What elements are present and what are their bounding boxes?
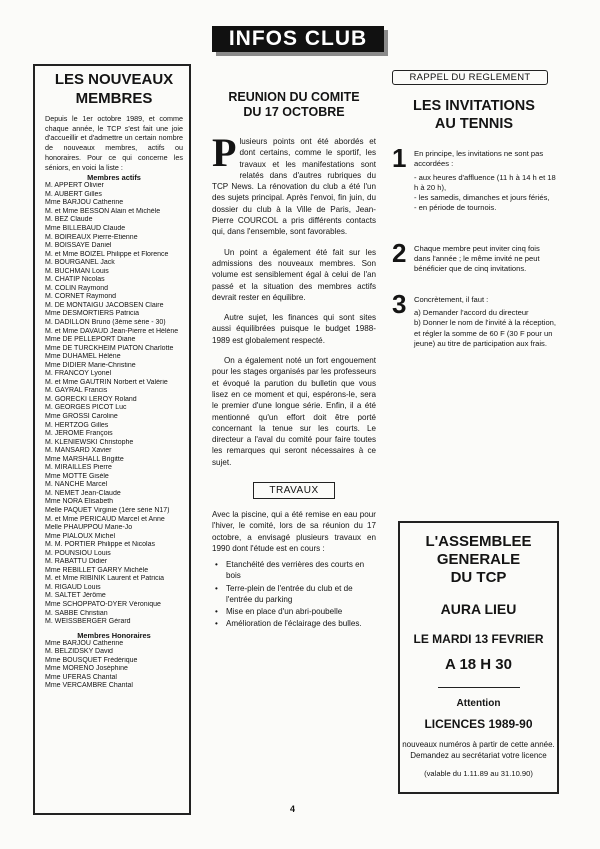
member-list-item: M. HERTZOG Gilles: [45, 421, 109, 429]
active-members-title: Membres actifs: [87, 173, 141, 183]
reunion-paragraph-2: Un point a également été fait sur les admissions des nouveaux membres. Son volume est sensiblement égal à celui de l'an passé et la situation des membres actifs devrait rester en équilibre.: [212, 247, 376, 302]
member-list-item: M. BOISSAYE Daniel: [45, 242, 112, 250]
travaux-item: • Mise en place d'un abri-poubelle: [212, 606, 376, 617]
member-list-item: Mme DE PELLEPORT Diane: [45, 336, 136, 344]
member-list-item: M. et Mme RIBINIK Laurent et Patricia: [45, 575, 165, 583]
rule-1-list: [414, 173, 556, 214]
member-list-item: M. MANSARD Xavier: [45, 447, 112, 455]
member-list-item: M. et Mme DAVAUD Jean-Pierre et Hélène: [45, 327, 179, 335]
assembly-line-1: L'ASSEMBLEE: [425, 533, 532, 550]
travaux-intro: Avec la piscine, qui a été remise en eau pour l'hiver, le comité, lors de sa réunion du 17 octobre, a envisagé plusieurs travaux en 1990 dont l'étude est en cours :: [212, 510, 376, 553]
travaux-item: • Amélioration de l'éclairage des bulles.: [212, 618, 376, 629]
member-list-item: M. JEROME François: [45, 430, 113, 438]
member-list-item: M. NANCHE Marcel: [45, 481, 108, 489]
page-title: INFOS CLUB: [212, 26, 384, 52]
honorary-list-item: Mme UFERAS Chantal: [45, 673, 117, 681]
member-list-item: M. RIGAUD Louis: [45, 583, 101, 591]
rule-1-item: - les samedis, dimanches et jours fériés,: [414, 193, 550, 203]
reglement-column: [392, 64, 556, 349]
member-list-item: M. et Mme GAUTRIN Norbert et Valérie: [45, 378, 168, 386]
member-list-item: M. CORNET Raymond: [45, 293, 117, 301]
member-list-item: Mme REBILLET GARRY Michèle: [45, 566, 149, 574]
member-list-item: Melle PAQUET Virginie (1ère série N17): [45, 507, 170, 514]
member-list-item: M. SABBE Christian: [45, 609, 108, 617]
member-list-item: Mme DUHAMEL Hélène: [45, 353, 121, 361]
reunion-paragraph-3: Autre sujet, les finances qui sont sites aussi équilibrées puisque le budget 1988-1989 est globalement respecté.: [212, 313, 376, 345]
member-list-item: M. MIRAILLES Pierre: [45, 464, 112, 472]
new-members-intro: Depuis le 1er octobre 1989, et comme chaque année, le TCP s'est fait une joie d'accueillir et d'admettre un certain nombre de nouveaux membres, actifs ou honoraires. Pour ce qui concerne les séniors, en voici la liste :: [45, 114, 183, 172]
reunion-paragraph-4: On a également noté un fort engouement pour les stages organisés par les professeurs et évoqué la parution du bulletin que vous lisez en ce moment et qui, espérons-le, sera le premier d'une longue série. Enfin, il a été mentionné qu'un effort doit être porté concernant la tenue sur les courts. Le directeur a l'aval du comité pour faire toutes les remarques qui seront nécessaires à ce sujet.: [212, 356, 376, 467]
active-members-list: [45, 182, 183, 626]
rule-1: [392, 143, 556, 214]
member-list-item: Mme BILLEBAUD Claude: [45, 224, 126, 232]
member-list-item: Mme SCHOPPATO-DYER Véronique: [45, 601, 161, 609]
honorary-members-title: Membres Honoraires: [77, 630, 151, 640]
member-list-item: Mme GROSSI Caroline: [45, 412, 118, 420]
assembly-line-3: DU TCP: [450, 569, 507, 586]
honorary-list-item: Mme BOUSQUET Frédérique: [45, 656, 138, 664]
member-list-item: M. WEISSBERGER Gérard: [45, 618, 131, 626]
assembly-licences: LICENCES 1989-90: [424, 717, 533, 731]
member-list-item: M. DE MONTAIGU JACOBSEN Claire: [45, 301, 164, 309]
member-list-item: M. RABATTU Didier: [45, 558, 108, 566]
member-list-item: M. GEORGES PICOT Luc: [45, 404, 127, 412]
member-list-item: M. et Mme BOIZEL Philippe et Florence: [45, 250, 169, 258]
new-members-box: [33, 64, 191, 815]
member-list-item: M. BOIREAUX Pierre-Etienne: [45, 233, 138, 241]
invitations-title: LES INVITATIONS AU TENNIS: [413, 98, 535, 132]
rule-3-item: b) Donner le nom de l'invité à la réception, et régler la somme de 60 F (30 F pour un jeune) au titre de participation aux frais.: [414, 318, 557, 348]
member-list-item: M. APPERT Olivier: [45, 182, 104, 190]
member-list-item: M. et Mme PERICAUD Marcel et Anne: [45, 515, 165, 523]
assembly-line-4: AURA LIEU: [440, 601, 517, 617]
assembly-line-2: GENERALE: [436, 551, 521, 568]
reunion-title: REUNION DU COMITE DU 17 OCTOBRE: [228, 90, 360, 119]
rule-3-list: [414, 308, 556, 349]
member-list-item: M. CHATIP Nicolas: [45, 276, 105, 284]
assembly-note: nouveaux numéros à partir de cette année. Demandez au secrétariat votre licence: [402, 740, 555, 760]
member-list-item: M. KLENIEWSKI Christophe: [45, 438, 134, 446]
member-list-item: Mme DIDIER Marie-Christine: [45, 361, 136, 369]
rule-1-item: - en période de tournois.: [414, 203, 497, 213]
reunion-paragraph-1: Plusieurs points ont été abordés et dont certains, comme le sportif, les travaux et les manifestations sont relatés dans d'autres rubriques du TCP News. La rénovation du club a été l'un des sujets principal. Après l'envoi, fin juin, du dossier du club à la Ville de Paris, Jean-Pierre COURCOL a pris différents contacts qui, dans l'ensemble, sont favorables.: [212, 130, 376, 237]
honorary-list-item: Mme MORENO Joséphine: [45, 665, 128, 673]
assembly-attention: Attention: [456, 698, 501, 709]
member-list-item: Mme DESMORTIERS Patricia: [45, 310, 139, 318]
member-list-item: M. GAYRAL Francis: [45, 387, 108, 395]
page-number: 4: [290, 804, 296, 814]
member-list-item: M. BOURGANEL Jack: [45, 259, 115, 267]
member-list-item: M. BEZ Claude: [45, 216, 93, 224]
rule-2-number: 2: [392, 237, 407, 268]
assembly-date: LE MARDI 13 FEVRIER: [413, 632, 544, 646]
rule-1-intro: En principe, les invitations ne sont pas accordées :: [414, 149, 544, 169]
assembly-time: A 18 H 30: [445, 656, 512, 673]
member-list-item: M. AUBERT Gilles: [45, 190, 102, 198]
travaux-item: • Etanchéité des verrières des courts en bois: [212, 559, 376, 581]
member-list-item: M. SALTET Jérôme: [45, 592, 106, 600]
assembly-divider: [438, 687, 520, 688]
rule-1-number: 1: [392, 143, 407, 173]
travaux-label: TRAVAUX: [253, 482, 335, 499]
honorary-list-item: M. BELZIDSKY David: [45, 648, 113, 656]
rule-3: [392, 288, 557, 349]
rule-3-item: a) Demander l'accord du directeur: [414, 307, 529, 317]
rule-1-item: - aux heures d'affluence (11 h à 14 h et 18 h à 20 h),: [414, 172, 556, 192]
member-list-item: Mme MARSHALL Brigitte: [45, 455, 124, 463]
reglement-label: RAPPEL DU REGLEMENT: [392, 70, 548, 85]
member-list-item: M. M. PORTIER Philippe et Nicolas: [45, 541, 155, 549]
honorary-list-item: Mme VERCAMBRE Chantal: [45, 682, 133, 690]
travaux-item: • Terre-plein de l'entrée du club et de l'entrée du parking: [212, 583, 376, 605]
travaux-list: [212, 559, 376, 629]
rule-2-text: Chaque membre peut inviter cinq fois dans l'année ; le même invité ne peut bénéficier que de cinq invitations.: [414, 243, 540, 274]
member-list-item: M. NEMET Jean-Claude: [45, 489, 121, 497]
member-list-item: Mme MOTTE Gisèle: [45, 472, 109, 480]
member-list-item: Mme BARJOU Catherine: [45, 199, 124, 207]
member-list-item: M. POUNSIOU Louis: [45, 549, 111, 557]
member-list-item: M. et Mme BESSON Alain et Michèle: [45, 207, 161, 215]
assembly-box: [398, 521, 559, 794]
member-list-item: M. FRANCOY Lyonel: [45, 370, 112, 378]
rule-3-number: 3: [392, 288, 407, 319]
rule-3-intro: Concrètement, il faut :: [414, 294, 489, 304]
rule-2: [392, 237, 556, 275]
member-list-item: M. COLIN Raymond: [45, 284, 109, 292]
member-list-item: Mme NORA Elisabeth: [45, 498, 114, 506]
honorary-list-item: Mme BARJOU Catherine: [45, 639, 124, 647]
member-list-item: Melle PHAUPPOU Marie-Jo: [45, 524, 133, 532]
new-members-title: LES NOUVEAUX MEMBRES: [54, 71, 174, 107]
assembly-validity: (valable du 1.11.89 au 31.10.90): [424, 769, 533, 778]
member-list-item: Mme PIALOUX Michel: [45, 532, 116, 540]
honorary-members-list: [45, 640, 183, 691]
reunion-column: [212, 90, 376, 630]
member-list-item: M. DADILLON Bruno (3ème série - 30): [45, 318, 166, 326]
drop-cap: P: [212, 130, 237, 175]
member-list-item: M. BUCHMAN Louis: [45, 267, 109, 275]
member-list-item: Mme DE TURCKHEIM PIATON Charlotte: [45, 344, 174, 352]
member-list-item: M. GORECKI LEROY Roland: [45, 395, 137, 403]
